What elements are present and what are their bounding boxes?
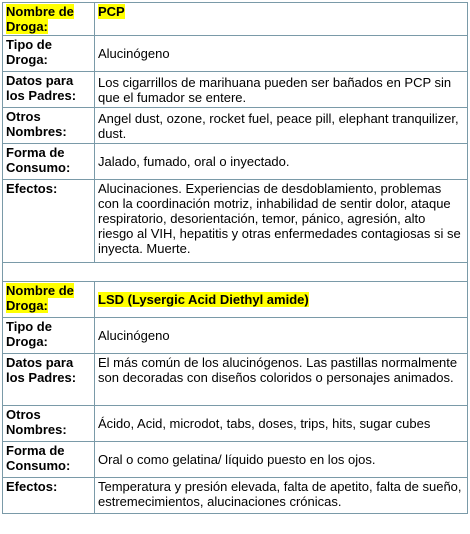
other-names: Ácido, Acid, microdot, tabs, doses, trips, hits, sugar cubes: [95, 406, 468, 442]
drug-type-label: Tipo de Droga:: [3, 318, 95, 354]
drug-name-label: Nombre de Droga:: [3, 3, 95, 36]
table-row: [3, 72, 468, 108]
drug-name: LSD (Lysergic Acid Diethyl amide): [95, 282, 468, 318]
effects-label: Efectos:: [3, 478, 95, 514]
other-names: Angel dust, ozone, rocket fuel, peace pill, elephant tranquilizer, dust.: [95, 108, 468, 144]
table-spacer: [3, 263, 468, 282]
parents-info-label: Datos para los Padres:: [3, 72, 95, 108]
other-names-label: Otros Nombres:: [3, 406, 95, 442]
effects: Temperatura y presión elevada, falta de apetito, falta de sueño, estremecimientos, alucinaciones crónicas.: [95, 478, 468, 514]
parents-info: El más común de los alucinógenos. Las pastillas normalmente son decoradas con diseños coloridos o personajes animados.: [95, 354, 468, 406]
drug-type-label: Tipo de Droga:: [3, 36, 95, 72]
consumption: Oral o como gelatina/ líquido puesto en los ojos.: [95, 442, 468, 478]
table-row: [3, 180, 468, 263]
parents-info: Los cigarrillos de marihuana pueden ser bañados en PCP sin que el fumador se entere.: [95, 72, 468, 108]
table-row: [3, 354, 468, 406]
table-row: [3, 442, 468, 478]
other-names-label: Otros Nombres:: [3, 108, 95, 144]
table-row: [3, 318, 468, 354]
drug-info-table: [2, 2, 468, 514]
table-row: [3, 3, 468, 36]
table-row: [3, 282, 468, 318]
drug-name: PCP: [95, 3, 468, 36]
consumption: Jalado, fumado, oral o inyectado.: [95, 144, 468, 180]
consumption-label: Forma de Consumo:: [3, 442, 95, 478]
table-row: [3, 144, 468, 180]
consumption-label: Forma de Consumo:: [3, 144, 95, 180]
table-row: [3, 36, 468, 72]
table-row: [3, 478, 468, 514]
effects: Alucinaciones. Experiencias de desdoblamiento, problemas con la coordinación motriz, inhabilidad de sentir dolor, ataque respiratorio, desorientación, temor, pánico, agresión, alto riesgo al VIH, hepatitis y otras enfermedades contagiosas si se inyecta. Muerte.: [95, 180, 468, 263]
effects-label: Efectos:: [3, 180, 95, 263]
drug-name-label: Nombre de Droga:: [3, 282, 95, 318]
table-row: [3, 406, 468, 442]
drug-type: Alucinógeno: [95, 36, 468, 72]
table-row: [3, 108, 468, 144]
drug-type: Alucinógeno: [95, 318, 468, 354]
parents-info-label: Datos para los Padres:: [3, 354, 95, 406]
